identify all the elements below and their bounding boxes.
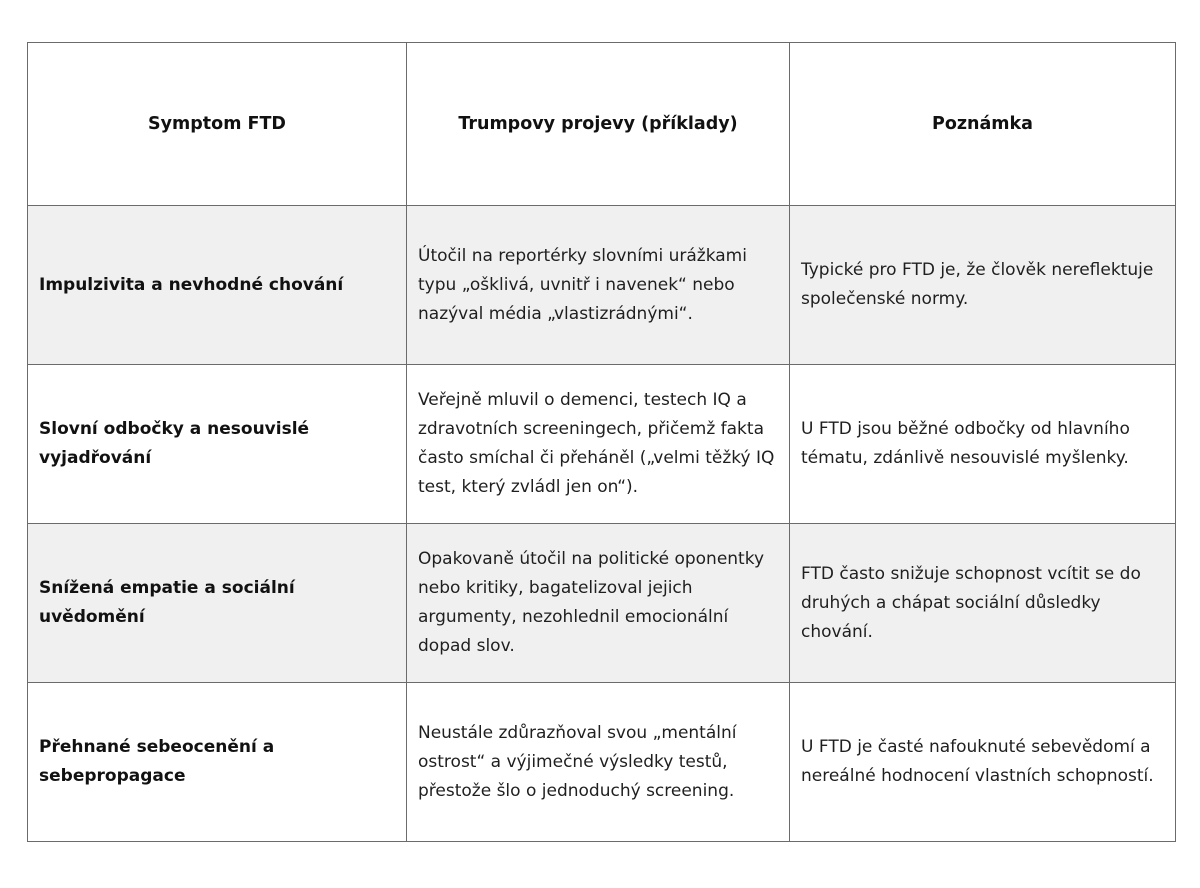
example-cell: Neustále zdůrazňoval svou „mentální ostrost“ a výjimečné výsledky testů, přestože šlo o jednoduchý screening. <box>407 683 790 842</box>
note-cell: U FTD jsou běžné odbočky od hlavního tématu, zdánlivě nesouvislé myšlenky. <box>790 365 1176 524</box>
header-symptom-ftd: Symptom FTD <box>28 43 407 206</box>
symptom-cell: Impulzivita a nevhodné chování <box>28 206 407 365</box>
example-cell: Veřejně mluvil o demenci, testech IQ a zdravotních screeningech, přičemž fakta často smíchal či přeháněl („velmi těžký IQ test, který zvládl jen on“). <box>407 365 790 524</box>
symptom-cell: Slovní odbočky a nesouvislé vyjadřování <box>28 365 407 524</box>
note-cell: Typické pro FTD je, že člověk nereflektuje společenské normy. <box>790 206 1176 365</box>
header-row <box>28 43 1176 206</box>
note-cell: U FTD je časté nafouknuté sebevědomí a nereálné hodnocení vlastních schopností. <box>790 683 1176 842</box>
table-row-slovni-odbocky <box>28 365 1176 524</box>
note-cell: FTD často snižuje schopnost vcítit se do druhých a chápat sociální důsledky chování. <box>790 524 1176 683</box>
header-note: Poznámka <box>790 43 1176 206</box>
symptom-cell: Přehnané sebeocenění a sebepropagace <box>28 683 407 842</box>
header-trump-examples: Trumpovy projevy (příklady) <box>407 43 790 206</box>
symptoms-table-container <box>27 42 1175 842</box>
table-row-impulzivita <box>28 206 1176 365</box>
table-row-prehnane-sebeoceneni <box>28 683 1176 842</box>
example-cell: Útočil na reportérky slovními urážkami typu „ošklivá, uvnitř i navenek“ nebo nazýval média „vlastizrádnými“. <box>407 206 790 365</box>
table-row-snizena-empatie <box>28 524 1176 683</box>
ftd-symptoms-table <box>27 42 1176 842</box>
symptom-cell: Snížená empatie a sociální uvědomění <box>28 524 407 683</box>
example-cell: Opakovaně útočil na politické oponentky nebo kritiky, bagatelizoval jejich argumenty, nezohlednil emocionální dopad slov. <box>407 524 790 683</box>
